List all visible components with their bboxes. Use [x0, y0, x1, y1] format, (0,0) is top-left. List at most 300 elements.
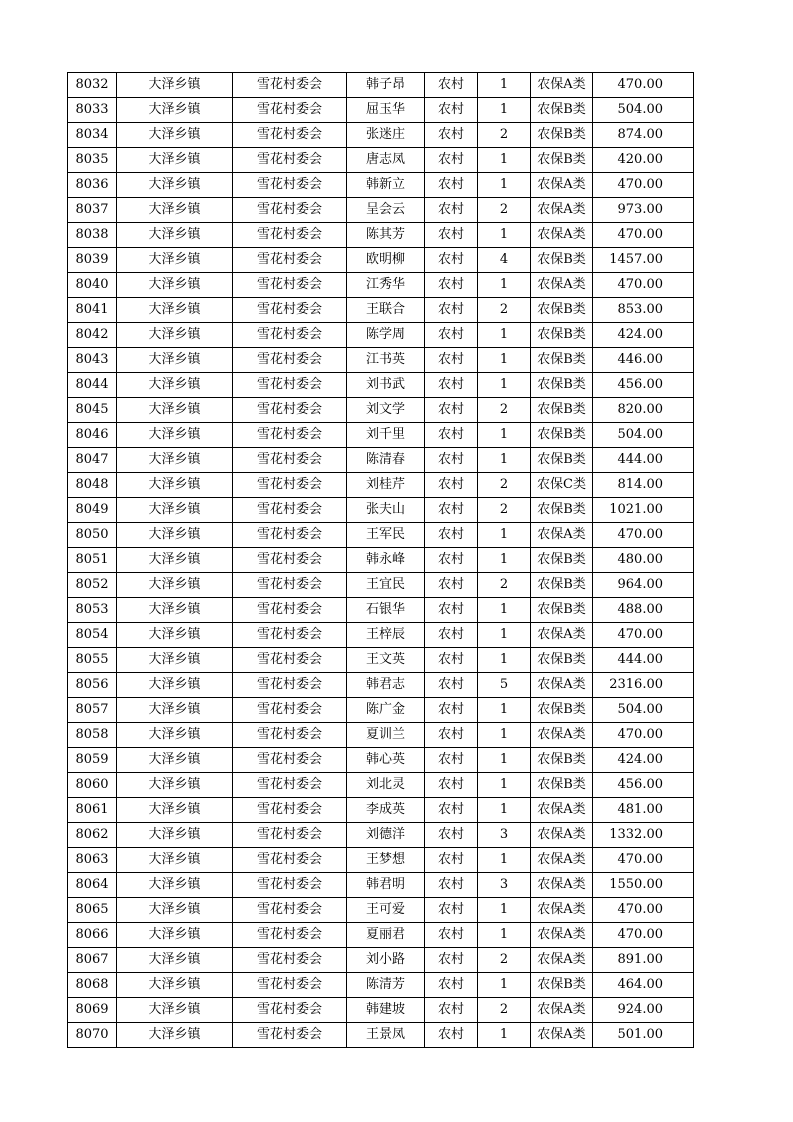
cell-type: 农保A类	[531, 848, 593, 873]
cell-township: 大泽乡镇	[117, 123, 233, 148]
cell-village: 雪花村委会	[233, 423, 347, 448]
cell-count: 1	[478, 448, 531, 473]
cell-count: 2	[478, 473, 531, 498]
cell-name: 王梓辰	[347, 623, 425, 648]
cell-type: 农保A类	[531, 198, 593, 223]
table-row	[68, 848, 694, 873]
cell-village: 雪花村委会	[233, 773, 347, 798]
cell-serial: 8069	[68, 998, 117, 1023]
cell-name: 刘德洋	[347, 823, 425, 848]
table-row	[68, 348, 694, 373]
cell-village: 雪花村委会	[233, 948, 347, 973]
cell-type: 农保A类	[531, 998, 593, 1023]
cell-township: 大泽乡镇	[117, 773, 233, 798]
cell-name: 夏丽君	[347, 923, 425, 948]
cell-amount: 444.00	[593, 448, 694, 473]
cell-serial: 8039	[68, 248, 117, 273]
cell-serial: 8048	[68, 473, 117, 498]
cell-category: 农村	[425, 223, 478, 248]
cell-type: 农保C类	[531, 473, 593, 498]
cell-amount: 504.00	[593, 423, 694, 448]
cell-serial: 8058	[68, 723, 117, 748]
cell-amount: 488.00	[593, 598, 694, 623]
cell-village: 雪花村委会	[233, 523, 347, 548]
cell-type: 农保B类	[531, 248, 593, 273]
cell-village: 雪花村委会	[233, 598, 347, 623]
cell-village: 雪花村委会	[233, 873, 347, 898]
cell-count: 4	[478, 248, 531, 273]
cell-name: 王文英	[347, 648, 425, 673]
cell-type: 农保A类	[531, 273, 593, 298]
cell-township: 大泽乡镇	[117, 873, 233, 898]
cell-serial: 8041	[68, 298, 117, 323]
table-row	[68, 798, 694, 823]
cell-village: 雪花村委会	[233, 373, 347, 398]
cell-count: 2	[478, 998, 531, 1023]
cell-type: 农保A类	[531, 623, 593, 648]
cell-count: 1	[478, 223, 531, 248]
table-row	[68, 473, 694, 498]
cell-serial: 8043	[68, 348, 117, 373]
cell-count: 1	[478, 423, 531, 448]
cell-category: 农村	[425, 298, 478, 323]
cell-name: 陈清芳	[347, 973, 425, 998]
cell-type: 农保B类	[531, 398, 593, 423]
cell-category: 农村	[425, 973, 478, 998]
cell-type: 农保B类	[531, 373, 593, 398]
cell-type: 农保B类	[531, 148, 593, 173]
table-row	[68, 973, 694, 998]
cell-village: 雪花村委会	[233, 748, 347, 773]
cell-township: 大泽乡镇	[117, 673, 233, 698]
cell-serial: 8050	[68, 523, 117, 548]
cell-category: 农村	[425, 323, 478, 348]
cell-count: 1	[478, 848, 531, 873]
cell-name: 王梦想	[347, 848, 425, 873]
cell-type: 农保A类	[531, 223, 593, 248]
cell-village: 雪花村委会	[233, 673, 347, 698]
cell-village: 雪花村委会	[233, 898, 347, 923]
cell-amount: 820.00	[593, 398, 694, 423]
cell-amount: 964.00	[593, 573, 694, 598]
cell-township: 大泽乡镇	[117, 498, 233, 523]
cell-name: 江秀华	[347, 273, 425, 298]
cell-amount: 470.00	[593, 623, 694, 648]
cell-category: 农村	[425, 398, 478, 423]
cell-township: 大泽乡镇	[117, 248, 233, 273]
cell-serial: 8063	[68, 848, 117, 873]
cell-village: 雪花村委会	[233, 973, 347, 998]
cell-amount: 470.00	[593, 223, 694, 248]
cell-township: 大泽乡镇	[117, 848, 233, 873]
cell-amount: 1457.00	[593, 248, 694, 273]
table-row	[68, 98, 694, 123]
cell-serial: 8033	[68, 98, 117, 123]
cell-serial: 8064	[68, 873, 117, 898]
cell-name: 张迷庄	[347, 123, 425, 148]
cell-category: 农村	[425, 248, 478, 273]
cell-township: 大泽乡镇	[117, 423, 233, 448]
cell-village: 雪花村委会	[233, 348, 347, 373]
cell-township: 大泽乡镇	[117, 398, 233, 423]
cell-amount: 1332.00	[593, 823, 694, 848]
cell-amount: 1550.00	[593, 873, 694, 898]
cell-village: 雪花村委会	[233, 73, 347, 98]
cell-type: 农保A类	[531, 798, 593, 823]
cell-type: 农保B类	[531, 498, 593, 523]
cell-type: 农保B类	[531, 98, 593, 123]
cell-type: 农保B类	[531, 323, 593, 348]
cell-township: 大泽乡镇	[117, 173, 233, 198]
table-row	[68, 598, 694, 623]
table-row	[68, 123, 694, 148]
cell-type: 农保B类	[531, 548, 593, 573]
cell-amount: 444.00	[593, 648, 694, 673]
cell-township: 大泽乡镇	[117, 998, 233, 1023]
cell-category: 农村	[425, 948, 478, 973]
cell-count: 1	[478, 98, 531, 123]
cell-type: 农保B类	[531, 598, 593, 623]
cell-village: 雪花村委会	[233, 723, 347, 748]
cell-name: 韩新立	[347, 173, 425, 198]
cell-category: 农村	[425, 873, 478, 898]
cell-name: 张夫山	[347, 498, 425, 523]
cell-serial: 8049	[68, 498, 117, 523]
cell-village: 雪花村委会	[233, 198, 347, 223]
cell-type: 农保A类	[531, 898, 593, 923]
table-row	[68, 323, 694, 348]
cell-category: 农村	[425, 923, 478, 948]
cell-serial: 8054	[68, 623, 117, 648]
cell-township: 大泽乡镇	[117, 573, 233, 598]
table-row	[68, 648, 694, 673]
cell-village: 雪花村委会	[233, 148, 347, 173]
cell-name: 韩心英	[347, 748, 425, 773]
cell-name: 韩永峰	[347, 548, 425, 573]
table-row	[68, 423, 694, 448]
cell-type: 农保A类	[531, 923, 593, 948]
cell-count: 3	[478, 873, 531, 898]
cell-township: 大泽乡镇	[117, 648, 233, 673]
cell-count: 2	[478, 123, 531, 148]
cell-amount: 504.00	[593, 698, 694, 723]
cell-township: 大泽乡镇	[117, 323, 233, 348]
cell-township: 大泽乡镇	[117, 148, 233, 173]
cell-type: 农保B类	[531, 123, 593, 148]
table-row	[68, 823, 694, 848]
cell-name: 韩子昂	[347, 73, 425, 98]
cell-serial: 8040	[68, 273, 117, 298]
cell-count: 2	[478, 573, 531, 598]
cell-amount: 891.00	[593, 948, 694, 973]
cell-serial: 8070	[68, 1023, 117, 1048]
cell-category: 农村	[425, 98, 478, 123]
cell-name: 刘千里	[347, 423, 425, 448]
cell-count: 1	[478, 1023, 531, 1048]
cell-township: 大泽乡镇	[117, 973, 233, 998]
cell-village: 雪花村委会	[233, 123, 347, 148]
cell-category: 农村	[425, 448, 478, 473]
table-row	[68, 273, 694, 298]
cell-category: 农村	[425, 698, 478, 723]
cell-count: 2	[478, 198, 531, 223]
cell-name: 韩君志	[347, 673, 425, 698]
cell-township: 大泽乡镇	[117, 1023, 233, 1048]
cell-township: 大泽乡镇	[117, 898, 233, 923]
cell-count: 1	[478, 373, 531, 398]
cell-name: 韩君明	[347, 873, 425, 898]
table-row	[68, 548, 694, 573]
cell-township: 大泽乡镇	[117, 823, 233, 848]
cell-type: 农保B类	[531, 448, 593, 473]
cell-type: 农保A类	[531, 723, 593, 748]
cell-amount: 2316.00	[593, 673, 694, 698]
cell-township: 大泽乡镇	[117, 698, 233, 723]
cell-township: 大泽乡镇	[117, 948, 233, 973]
cell-count: 1	[478, 698, 531, 723]
cell-village: 雪花村委会	[233, 298, 347, 323]
cell-type: 农保B类	[531, 648, 593, 673]
cell-township: 大泽乡镇	[117, 923, 233, 948]
cell-category: 农村	[425, 1023, 478, 1048]
cell-category: 农村	[425, 773, 478, 798]
cell-amount: 470.00	[593, 173, 694, 198]
cell-township: 大泽乡镇	[117, 273, 233, 298]
cell-count: 2	[478, 298, 531, 323]
cell-amount: 470.00	[593, 723, 694, 748]
cell-category: 农村	[425, 523, 478, 548]
table-row	[68, 223, 694, 248]
cell-amount: 501.00	[593, 1023, 694, 1048]
cell-category: 农村	[425, 998, 478, 1023]
cell-township: 大泽乡镇	[117, 73, 233, 98]
cell-name: 江书英	[347, 348, 425, 373]
cell-village: 雪花村委会	[233, 173, 347, 198]
cell-category: 农村	[425, 498, 478, 523]
cell-name: 欧明柳	[347, 248, 425, 273]
cell-count: 1	[478, 648, 531, 673]
cell-serial: 8062	[68, 823, 117, 848]
table-row	[68, 523, 694, 548]
table-row	[68, 448, 694, 473]
table-row	[68, 1023, 694, 1048]
cell-amount: 470.00	[593, 273, 694, 298]
cell-amount: 470.00	[593, 73, 694, 98]
cell-count: 1	[478, 348, 531, 373]
cell-township: 大泽乡镇	[117, 223, 233, 248]
cell-type: 农保A类	[531, 673, 593, 698]
cell-serial: 8066	[68, 923, 117, 948]
cell-type: 农保A类	[531, 823, 593, 848]
cell-type: 农保A类	[531, 1023, 593, 1048]
cell-serial: 8052	[68, 573, 117, 598]
cell-village: 雪花村委会	[233, 923, 347, 948]
cell-township: 大泽乡镇	[117, 473, 233, 498]
table-row	[68, 298, 694, 323]
cell-serial: 8060	[68, 773, 117, 798]
cell-serial: 8065	[68, 898, 117, 923]
cell-township: 大泽乡镇	[117, 548, 233, 573]
cell-serial: 8044	[68, 373, 117, 398]
cell-serial: 8045	[68, 398, 117, 423]
cell-amount: 446.00	[593, 348, 694, 373]
cell-township: 大泽乡镇	[117, 373, 233, 398]
cell-category: 农村	[425, 623, 478, 648]
cell-category: 农村	[425, 423, 478, 448]
table-row	[68, 73, 694, 98]
cell-township: 大泽乡镇	[117, 523, 233, 548]
cell-village: 雪花村委会	[233, 273, 347, 298]
table-row	[68, 573, 694, 598]
cell-category: 农村	[425, 798, 478, 823]
cell-name: 石银华	[347, 598, 425, 623]
cell-amount: 470.00	[593, 923, 694, 948]
cell-serial: 8053	[68, 598, 117, 623]
cell-name: 夏训兰	[347, 723, 425, 748]
cell-amount: 424.00	[593, 323, 694, 348]
table-row	[68, 998, 694, 1023]
table-row	[68, 673, 694, 698]
cell-category: 农村	[425, 273, 478, 298]
cell-name: 陈广金	[347, 698, 425, 723]
cell-category: 农村	[425, 473, 478, 498]
cell-category: 农村	[425, 898, 478, 923]
cell-count: 1	[478, 923, 531, 948]
cell-category: 农村	[425, 748, 478, 773]
cell-serial: 8034	[68, 123, 117, 148]
cell-amount: 1021.00	[593, 498, 694, 523]
cell-township: 大泽乡镇	[117, 298, 233, 323]
cell-name: 王联合	[347, 298, 425, 323]
cell-village: 雪花村委会	[233, 823, 347, 848]
cell-name: 屈玉华	[347, 98, 425, 123]
cell-count: 1	[478, 773, 531, 798]
cell-count: 2	[478, 948, 531, 973]
cell-type: 农保A类	[531, 523, 593, 548]
cell-serial: 8046	[68, 423, 117, 448]
table-row	[68, 698, 694, 723]
cell-village: 雪花村委会	[233, 398, 347, 423]
cell-count: 1	[478, 598, 531, 623]
cell-category: 农村	[425, 573, 478, 598]
cell-name: 王景凤	[347, 1023, 425, 1048]
cell-count: 1	[478, 798, 531, 823]
cell-name: 刘书武	[347, 373, 425, 398]
cell-serial: 8047	[68, 448, 117, 473]
cell-amount: 853.00	[593, 298, 694, 323]
cell-serial: 8035	[68, 148, 117, 173]
cell-name: 韩建坡	[347, 998, 425, 1023]
cell-amount: 456.00	[593, 773, 694, 798]
cell-type: 农保A类	[531, 173, 593, 198]
cell-category: 农村	[425, 73, 478, 98]
cell-type: 农保B类	[531, 698, 593, 723]
table-row	[68, 723, 694, 748]
table-row	[68, 373, 694, 398]
cell-count: 1	[478, 623, 531, 648]
cell-township: 大泽乡镇	[117, 348, 233, 373]
table-row	[68, 748, 694, 773]
cell-category: 农村	[425, 198, 478, 223]
cell-name: 刘桂芹	[347, 473, 425, 498]
cell-count: 3	[478, 823, 531, 848]
cell-count: 1	[478, 323, 531, 348]
cell-category: 农村	[425, 598, 478, 623]
cell-serial: 8067	[68, 948, 117, 973]
cell-type: 农保B类	[531, 298, 593, 323]
cell-name: 刘文学	[347, 398, 425, 423]
cell-count: 1	[478, 748, 531, 773]
table-row	[68, 948, 694, 973]
cell-category: 农村	[425, 123, 478, 148]
cell-name: 陈清春	[347, 448, 425, 473]
cell-amount: 420.00	[593, 148, 694, 173]
cell-village: 雪花村委会	[233, 548, 347, 573]
cell-category: 农村	[425, 823, 478, 848]
cell-type: 农保B类	[531, 423, 593, 448]
cell-township: 大泽乡镇	[117, 598, 233, 623]
table-row	[68, 923, 694, 948]
cell-name: 陈学周	[347, 323, 425, 348]
cell-amount: 480.00	[593, 548, 694, 573]
cell-count: 1	[478, 973, 531, 998]
cell-type: 农保B类	[531, 573, 593, 598]
table-row	[68, 398, 694, 423]
cell-category: 农村	[425, 648, 478, 673]
cell-amount: 481.00	[593, 798, 694, 823]
cell-amount: 470.00	[593, 848, 694, 873]
cell-name: 王军民	[347, 523, 425, 548]
table-row	[68, 773, 694, 798]
table-body	[68, 73, 694, 1048]
cell-count: 1	[478, 723, 531, 748]
cell-serial: 8055	[68, 648, 117, 673]
cell-township: 大泽乡镇	[117, 723, 233, 748]
table-row	[68, 148, 694, 173]
cell-name: 陈其芳	[347, 223, 425, 248]
cell-category: 农村	[425, 148, 478, 173]
cell-village: 雪花村委会	[233, 323, 347, 348]
cell-serial: 8056	[68, 673, 117, 698]
cell-type: 农保A类	[531, 873, 593, 898]
cell-amount: 814.00	[593, 473, 694, 498]
cell-serial: 8032	[68, 73, 117, 98]
cell-serial: 8037	[68, 198, 117, 223]
cell-village: 雪花村委会	[233, 1023, 347, 1048]
cell-category: 农村	[425, 848, 478, 873]
cell-village: 雪花村委会	[233, 473, 347, 498]
table-row	[68, 898, 694, 923]
cell-village: 雪花村委会	[233, 698, 347, 723]
cell-category: 农村	[425, 173, 478, 198]
cell-amount: 973.00	[593, 198, 694, 223]
cell-amount: 470.00	[593, 898, 694, 923]
cell-type: 农保A类	[531, 948, 593, 973]
cell-count: 1	[478, 148, 531, 173]
cell-name: 刘北灵	[347, 773, 425, 798]
cell-township: 大泽乡镇	[117, 748, 233, 773]
cell-name: 刘小路	[347, 948, 425, 973]
data-table	[67, 72, 694, 1048]
cell-serial: 8057	[68, 698, 117, 723]
cell-type: 农保A类	[531, 73, 593, 98]
cell-township: 大泽乡镇	[117, 448, 233, 473]
cell-serial: 8061	[68, 798, 117, 823]
table-row	[68, 198, 694, 223]
table-row	[68, 498, 694, 523]
table-row	[68, 873, 694, 898]
cell-serial: 8038	[68, 223, 117, 248]
